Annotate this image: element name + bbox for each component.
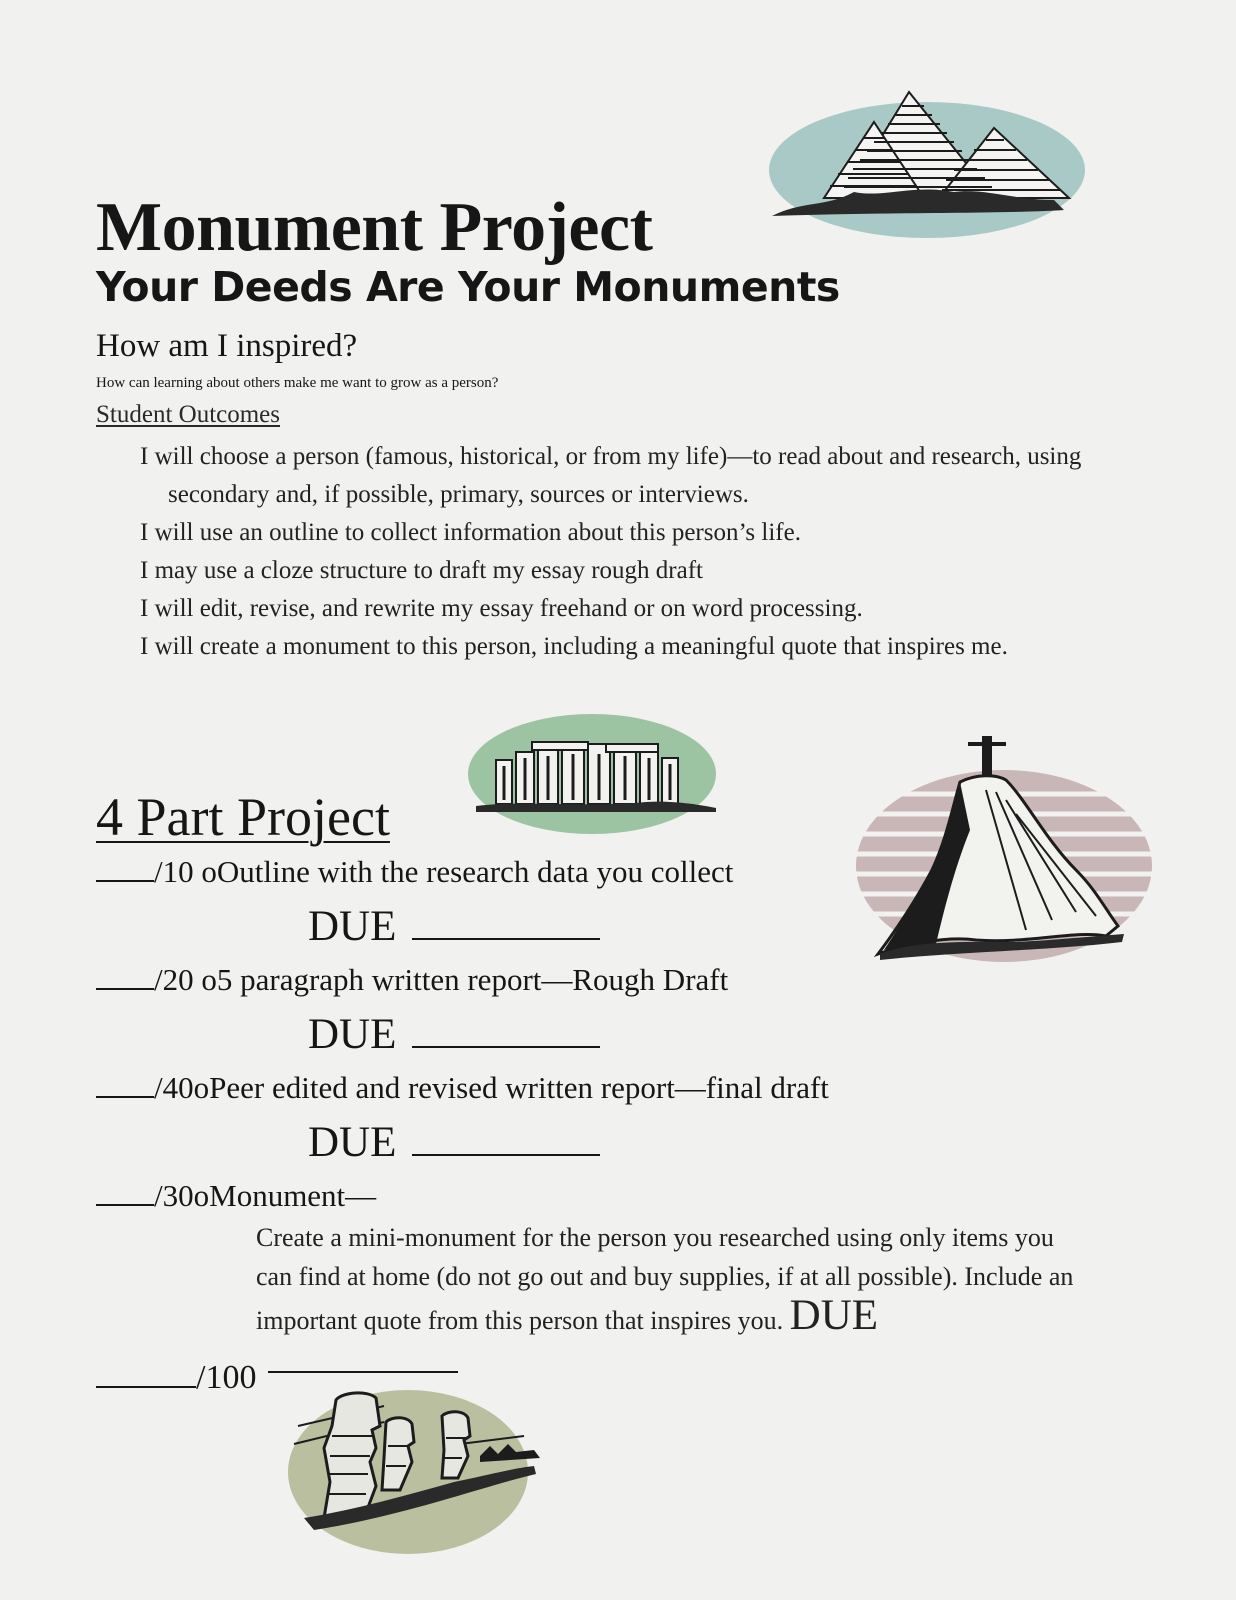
total-score-line xyxy=(96,1358,256,1398)
points-label: /10 xyxy=(154,854,194,889)
guiding-question: How am I inspired? xyxy=(96,328,358,364)
due-date-blank xyxy=(412,1045,600,1048)
total-score-blank xyxy=(96,1385,196,1388)
bullet-marker: o xyxy=(193,1070,210,1105)
points-label: /30 xyxy=(154,1178,194,1213)
bullet-marker: o xyxy=(201,854,217,889)
due-date-line xyxy=(308,1118,600,1168)
score-blank xyxy=(96,1203,154,1206)
four-part-project-heading: 4 Part Project xyxy=(96,787,390,847)
outcome-item: I will use an outline to collect information about this person’s life. xyxy=(140,519,801,546)
due-date-blank xyxy=(268,1370,458,1373)
total-label: /100 xyxy=(196,1359,257,1396)
project-part-row xyxy=(96,1068,829,1108)
pyramids-icon xyxy=(764,88,1094,248)
student-outcomes-list xyxy=(140,438,1085,666)
due-date-blank xyxy=(412,937,600,940)
points-label: /40 xyxy=(154,1070,194,1105)
project-part-row xyxy=(96,852,733,892)
part-description: Peer edited and revised written report—final draft xyxy=(209,1070,829,1105)
bullet-marker: o xyxy=(201,962,217,997)
monument-part-detail xyxy=(256,1218,1076,1384)
outcome-item: I will edit, revise, and rewrite my essay freehand or on word processing. xyxy=(140,595,863,622)
part-detail-text: Create a mini-monument for the person you researched using only items you can find at home (do not go out and buy supplies, if at all possible). Include an important quote from this person that inspires you. xyxy=(256,1223,1074,1335)
points-label: /20 xyxy=(154,962,194,997)
due-date-blank xyxy=(412,1153,600,1156)
christ-the-redeemer-icon xyxy=(856,730,1162,970)
score-blank xyxy=(96,1095,154,1098)
project-part-row xyxy=(96,960,728,1000)
outcome-item: I may use a cloze structure to draft my essay rough draft xyxy=(140,557,703,584)
guiding-question-detail: How can learning about others make me want to grow as a person? xyxy=(96,375,499,391)
page-subtitle: Your Deeds Are Your Monuments xyxy=(96,263,840,311)
outcome-item: I will choose a person (famous, historical, or from my life)—to read about and research, using secondary and, if possible, primary, sources or interviews. xyxy=(140,443,1082,508)
part-description: 5 paragraph written report—Rough Draft xyxy=(216,962,729,997)
stonehenge-icon xyxy=(466,714,722,840)
due-date-line xyxy=(308,902,600,952)
due-date-line xyxy=(308,1010,600,1060)
due-label: DUE xyxy=(789,1292,879,1339)
page-title: Monument Project xyxy=(96,189,653,266)
part-description: Outline with the research data you collect xyxy=(216,854,734,889)
student-outcomes-heading: Student Outcomes xyxy=(96,401,281,428)
outcome-item: I will create a monument to this person, including a meaningful quote that inspires me. xyxy=(140,633,1008,660)
project-part-row xyxy=(96,1176,376,1216)
bullet-marker: o xyxy=(193,1178,210,1213)
part-description: Monument— xyxy=(209,1178,377,1213)
score-blank xyxy=(96,987,154,990)
due-label: DUE xyxy=(308,903,397,950)
due-label: DUE xyxy=(308,1119,397,1166)
easter-island-moai-icon xyxy=(284,1386,546,1556)
due-label: DUE xyxy=(308,1011,397,1058)
score-blank xyxy=(96,879,154,882)
